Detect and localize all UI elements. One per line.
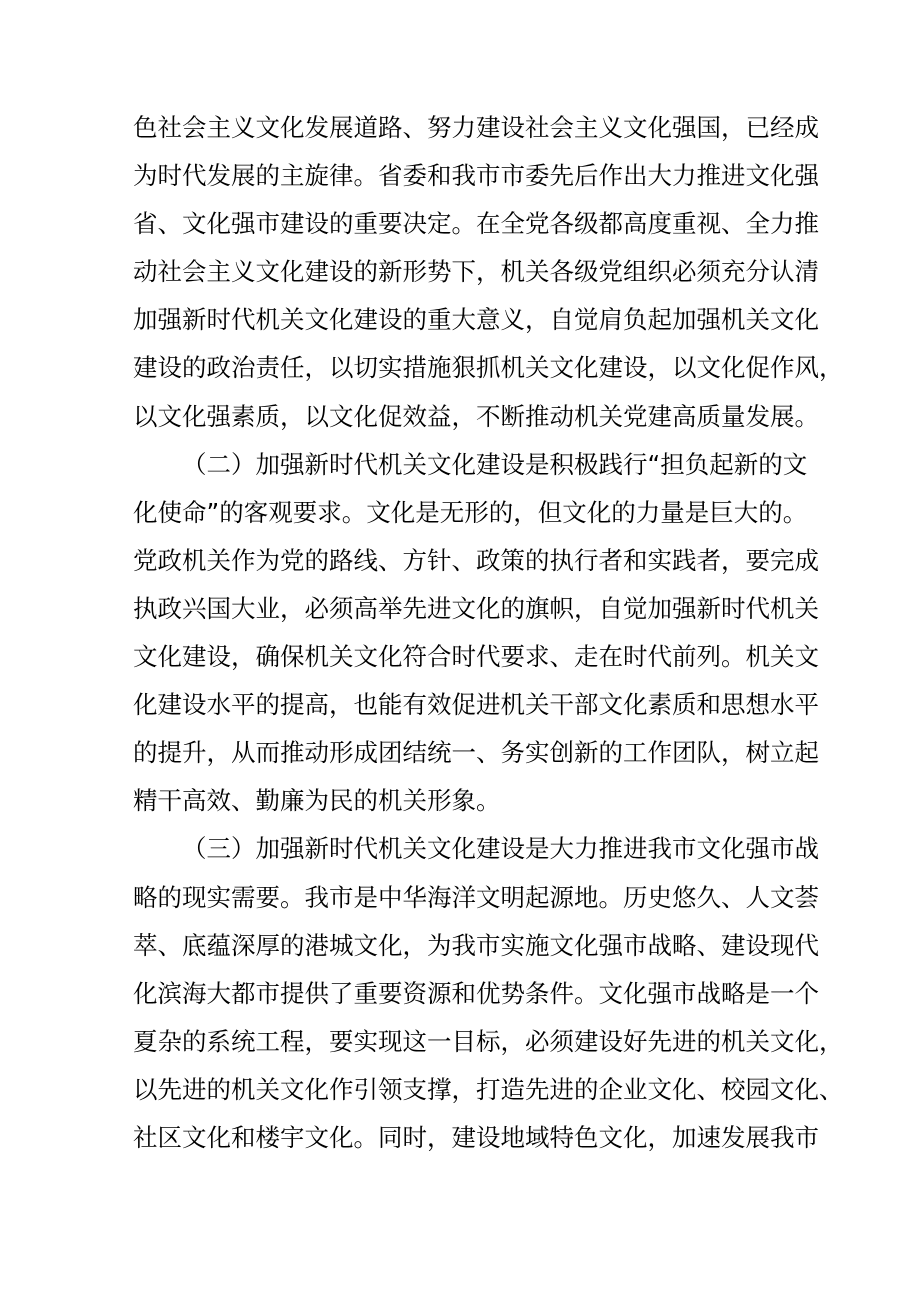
- text-line: （二）加强新时代机关文化建设是积极践行“担负起新的文: [182, 449, 808, 479]
- text-line: （三）加强新时代机关文化建设是大力推进我市文化强市战: [182, 834, 819, 864]
- text-line: 省、文化强市建设的重要决定。在全党各级都高度重视、全力推: [133, 209, 819, 239]
- text-line: 社区文化和楼宇文化。同时，建设地域特色文化，加速发展我市: [133, 1122, 819, 1152]
- text-line: 以先进的机关文化作引领支撑，打造先进的企业文化、校园文化、: [133, 1074, 844, 1104]
- text-line: 以文化强素质，以文化促效益，不断推动机关党建高质量发展。: [133, 401, 819, 431]
- text-line: 执政兴国大业，必须高举先进文化的旗帜，自觉加强新时代机关: [133, 593, 819, 623]
- text-line: 精干高效、勤廉为民的机关形象。: [133, 786, 501, 816]
- text-line: 动社会主义文化建设的新形势下，机关各级党组织必须充分认清: [133, 257, 819, 287]
- text-line: 色社会主义文化发展道路、努力建设社会主义文化强国，已经成: [133, 113, 819, 142]
- paragraph-1: [133, 104, 844, 441]
- text-line: 化滨海大都市提供了重要资源和优势条件。文化强市战略是一个: [133, 978, 819, 1008]
- paragraph-2: [133, 441, 819, 826]
- paragraph-3: [133, 825, 844, 1162]
- text-line: 党政机关作为党的路线、方针、政策的执行者和实践者，要完成: [133, 545, 819, 575]
- text-line: 萃、底蕴深厚的港城文化，为我市实施文化强市战略、建设现代: [133, 930, 819, 960]
- text-line: 的提升，从而推动形成团结统一、务实创新的工作团队，树立起: [133, 738, 819, 768]
- text-line: 为时代发展的主旋律。省委和我市市委先后作出大力推进文化强: [133, 161, 819, 191]
- text-line: 略的现实需要。我市是中华海洋文明起源地。历史悠久、人文荟: [133, 882, 819, 912]
- text-line: 化建设水平的提高，也能有效促进机关干部文化素质和思想水平: [133, 690, 819, 720]
- text-line: 化使命”的客观要求。文化是无形的，但文化的力量是巨大的。: [133, 497, 808, 527]
- text-line: 夏杂的系统工程，要实现这一目标，必须建设好先进的机关文化，: [133, 1026, 844, 1056]
- text-line: 文化建设，确保机关文化符合时代要求、走在时代前列。机关文: [133, 642, 819, 672]
- text-line: 加强新时代机关文化建设的重大意义，自觉肩负起加强机关文化: [133, 305, 819, 335]
- body-text: [133, 104, 844, 1162]
- text-line: 建设的政治责任，以切实措施狠抓机关文化建设，以文化促作风，: [133, 353, 844, 383]
